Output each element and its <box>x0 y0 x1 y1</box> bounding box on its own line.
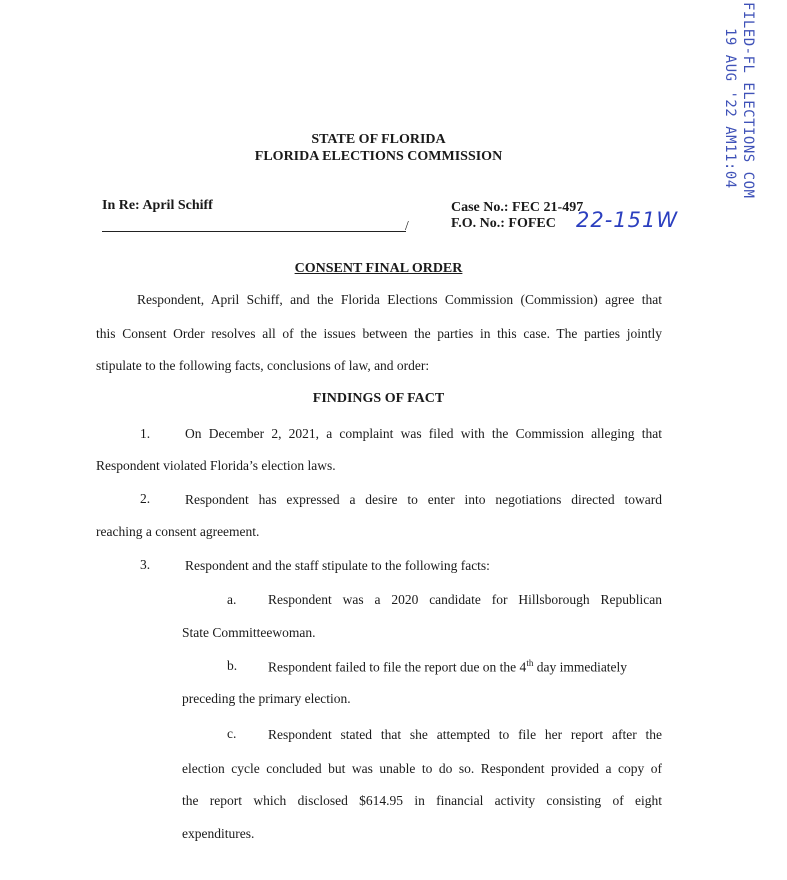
intro-line-3: stipulate to the following facts, conclusions of law, and order: <box>96 358 430 373</box>
finding-3-line-1: Respondent and the staff stipulate to the following facts: <box>185 558 490 573</box>
subitem-a-letter: a. <box>227 592 237 607</box>
subitem-c-line-1: Respondent stated that she attempted to file her report after the <box>268 727 662 742</box>
subitem-b-superscript: th <box>526 658 534 668</box>
document-title: CONSENT FINAL ORDER <box>294 261 463 276</box>
subitem-c-line-3: the report which disclosed $614.95 in financial activity consisting of eight <box>182 793 662 808</box>
fo-number-label: F.O. No.: FOFEC <box>451 216 556 231</box>
subitem-a-line-2: State Committeewoman. <box>182 625 316 640</box>
in-re-label: In Re: April Schiff <box>102 198 213 213</box>
subitem-b-line-2: preceding the primary election. <box>182 691 351 706</box>
subitem-b-line-1-pre: Respondent failed to file the report due on the 4 <box>268 659 527 675</box>
finding-1-number: 1. <box>140 426 151 441</box>
finding-2-line-1: Respondent has expressed a desire to enter into negotiations directed toward <box>185 492 662 507</box>
caption-rule <box>102 231 406 232</box>
subitem-b-line-1-post: day immediately <box>533 659 628 675</box>
stamp-line-2: 19 AUG '22 AM11:04 <box>722 28 738 189</box>
finding-3-number: 3. <box>140 557 151 572</box>
subitem-c-line-2: election cycle concluded but was unable to do so. Respondent provided a copy of <box>182 761 662 776</box>
subitem-a-line-1: Respondent was a 2020 candidate for Hillsborough Republican <box>268 592 662 607</box>
finding-1-line-2: Respondent violated Florida’s election laws. <box>96 458 336 473</box>
subitem-b-letter: b. <box>227 658 238 673</box>
finding-2-number: 2. <box>140 491 151 506</box>
stamp-line-1: FILED-FL ELECTIONS COM <box>740 2 756 199</box>
fo-number-handwritten: 22-151W <box>576 208 679 232</box>
subitem-c-line-4: expenditures. <box>182 826 255 841</box>
case-number: Case No.: FEC 21-497 <box>451 200 584 215</box>
intro-line-2: this Consent Order resolves all of the issues between the parties in this case. The parties jointly <box>96 326 662 341</box>
finding-1-line-1: On December 2, 2021, a complaint was filed with the Commission alleging that <box>185 426 662 441</box>
header-state: STATE OF FLORIDA <box>311 132 446 147</box>
header-commission: FLORIDA ELECTIONS COMMISSION <box>254 149 503 164</box>
subitem-c-letter: c. <box>227 726 237 741</box>
intro-line-1: Respondent, April Schiff, and the Florida Elections Commission (Commission) agree that <box>137 292 662 307</box>
caption-slash: / <box>405 218 409 233</box>
finding-2-line-2: reaching a consent agreement. <box>96 524 260 539</box>
findings-heading: FINDINGS OF FACT <box>312 391 445 406</box>
subitem-b-line-1 <box>268 658 627 676</box>
